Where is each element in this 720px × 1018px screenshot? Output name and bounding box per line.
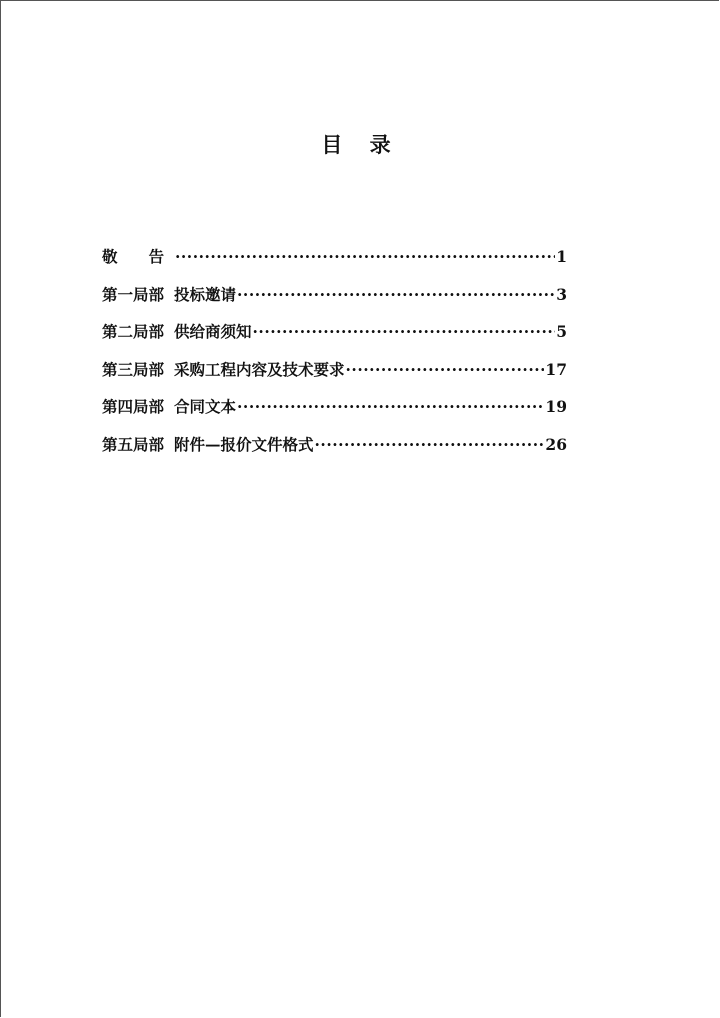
- toc-entry[interactable]: [102, 433, 567, 471]
- toc-dot-leader: [253, 322, 556, 341]
- toc-dot-leader: [237, 397, 544, 416]
- toc-dot-leader: [237, 285, 555, 304]
- toc-entry-part: 第三局部: [102, 359, 165, 379]
- toc-dot-leader: [315, 435, 545, 454]
- page-title: 目 录: [321, 132, 401, 157]
- toc-entry[interactable]: [102, 245, 567, 283]
- toc-entry-part: 敬 告: [102, 247, 165, 266]
- toc-entry-part: 第二局部: [102, 322, 165, 342]
- table-of-contents: [102, 245, 567, 471]
- toc-entry-page: 17: [545, 359, 567, 379]
- toc-dot-leader: [175, 247, 555, 266]
- toc-entry-part: 第一局部: [102, 284, 165, 304]
- toc-entry[interactable]: [102, 395, 567, 433]
- toc-dot-leader: [346, 360, 545, 379]
- toc-entry-title: 附件—报价文件格式: [174, 434, 314, 454]
- toc-entry-part: 第四局部: [102, 397, 165, 417]
- toc-entry[interactable]: [102, 358, 567, 396]
- toc-entry-page: 5: [556, 322, 567, 342]
- toc-entry-part: 第五局部: [102, 434, 165, 454]
- toc-entry-page: 3: [556, 284, 567, 304]
- toc-entry-page: 26: [545, 434, 567, 454]
- toc-entry-title: 采购工程内容及技术要求: [174, 359, 345, 379]
- toc-entry-title: 供给商须知: [174, 322, 252, 342]
- toc-entry[interactable]: [102, 283, 567, 321]
- toc-entry-title: 合同文本: [174, 397, 237, 417]
- toc-entry-page: 1: [556, 247, 567, 266]
- toc-entry[interactable]: [102, 320, 567, 358]
- toc-entry-title: 投标邀请: [174, 284, 237, 304]
- toc-entry-page: 19: [545, 397, 567, 417]
